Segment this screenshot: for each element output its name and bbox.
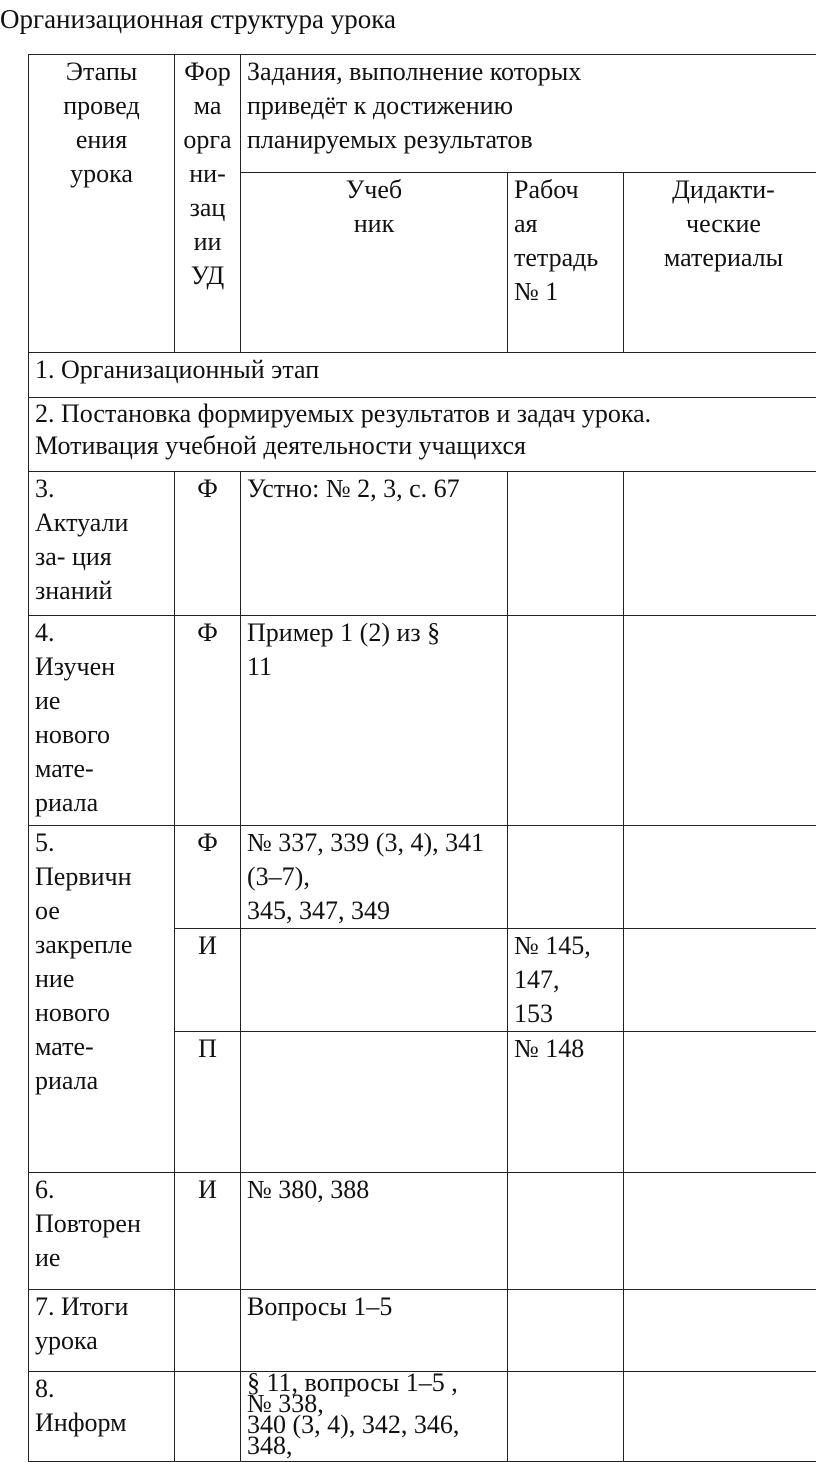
table-row xyxy=(29,1290,816,1372)
workbook-cell xyxy=(508,1173,624,1290)
didactic-cell xyxy=(624,1173,816,1290)
header-stages: Этапы провед ения урока xyxy=(29,55,175,353)
didactic-cell xyxy=(624,1290,816,1372)
workbook-cell xyxy=(508,616,624,826)
workbook-cell: № 145, 147, 153 xyxy=(508,929,624,1032)
workbook-cell xyxy=(508,472,624,616)
textbook-cell: № 380, 388 xyxy=(241,1173,508,1290)
form-cell: Ф xyxy=(175,616,241,826)
form-cell: П xyxy=(175,1032,241,1173)
form-cell xyxy=(175,1372,241,1462)
textbook-cell: Вопросы 1–5 xyxy=(241,1290,508,1372)
stage-cell: 7. Итоги урока xyxy=(29,1290,175,1372)
form-cell: Ф xyxy=(175,826,241,929)
textbook-cell: Пример 1 (2) из § 11 xyxy=(241,616,508,826)
stage-cell: 5. Первичн ое закрепле ние нового мате- риала xyxy=(29,826,175,1173)
didactic-cell xyxy=(624,826,816,929)
table-row xyxy=(29,1372,816,1462)
stage-cell: 4. Изучен ие нового мате- риала xyxy=(29,616,175,826)
textbook-cell: Устно: № 2, 3, с. 67 xyxy=(241,472,508,616)
textbook-cell xyxy=(241,929,508,1032)
header-textbook: Учеб ник xyxy=(241,173,508,353)
didactic-cell xyxy=(624,1032,816,1173)
header-workbook: Рабоч ая тетрадь № 1 xyxy=(508,173,624,353)
workbook-cell xyxy=(508,1290,624,1372)
form-cell: Ф xyxy=(175,472,241,616)
table-row xyxy=(29,398,816,472)
didactic-cell xyxy=(624,929,816,1032)
stage-cell: 6. Повторен ие xyxy=(29,1173,175,1290)
form-cell xyxy=(175,1290,241,1372)
form-cell: И xyxy=(175,929,241,1032)
page-title: Организационная структура урока xyxy=(0,2,396,36)
table-row xyxy=(29,472,816,616)
workbook-cell xyxy=(508,1372,624,1462)
didactic-cell xyxy=(624,1372,816,1462)
row-organizational: 1. Организационный этап xyxy=(29,353,816,398)
table-row xyxy=(29,616,816,826)
table-row xyxy=(29,353,816,398)
row-goals-motivation: 2. Постановка формируемых результатов и задач урока. Мотивация учебной деятельности учащихся xyxy=(29,398,816,472)
header-row-1 xyxy=(29,55,816,173)
stage-cell: 8. Информ xyxy=(29,1372,175,1462)
stage-cell: 3. Актуали за- ция знаний xyxy=(29,472,175,616)
textbook-cell xyxy=(241,1032,508,1173)
table-row xyxy=(29,826,816,929)
didactic-cell xyxy=(624,472,816,616)
header-didactic: Дидакти- ческие материалы xyxy=(624,173,816,353)
form-cell: И xyxy=(175,1173,241,1290)
table-row xyxy=(29,1173,816,1290)
workbook-cell xyxy=(508,826,624,929)
didactic-cell xyxy=(624,616,816,826)
textbook-cell: № 337, 339 (3, 4), 341 (3–7), 345, 347, 349 xyxy=(241,826,508,929)
lesson-structure-table xyxy=(28,54,816,1462)
header-form: Фор ма орга ни- зац ии УД xyxy=(175,55,241,353)
workbook-cell: № 148 xyxy=(508,1032,624,1173)
textbook-cell: § 11, вопросы 1–5 , № 338, 340 (3, 4), 342, 346, 348, xyxy=(241,1372,508,1462)
header-tasks: Задания, выполнение которых приведёт к достижению планируемых результатов xyxy=(241,55,816,173)
